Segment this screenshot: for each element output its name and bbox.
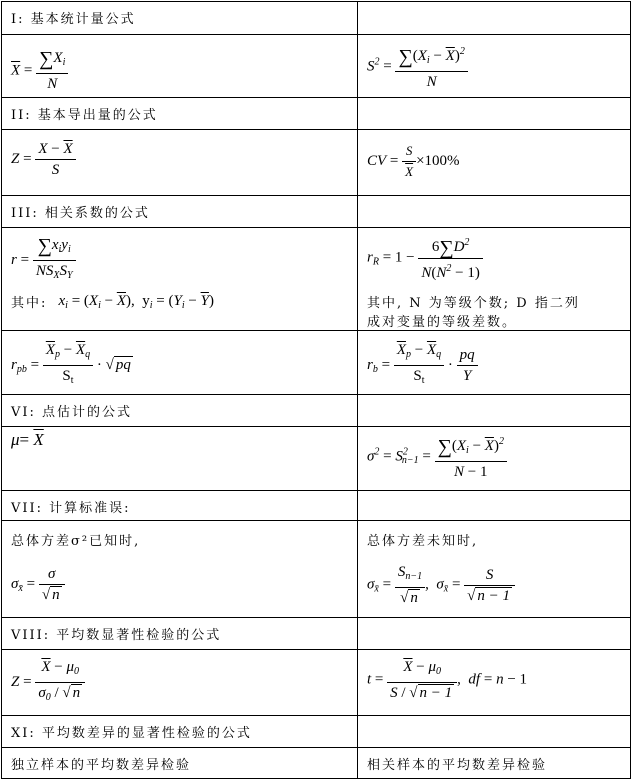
grid-line: [1, 520, 631, 521]
row-correlation: [1, 227, 631, 330]
empty-cell: [357, 617, 631, 649]
row-section-1: [1, 1, 631, 34]
related-samples-label: 相关样本的平均数差异检验: [367, 758, 548, 773]
section-heading-derived: II: 基本导出量的公式: [11, 108, 158, 123]
t-test-formula: t = $\frac{\overline{X} - \mu_0}{S / √ n - 1}$ , df = n − 1: [367, 659, 528, 701]
grid-line: [1, 129, 631, 130]
spearman-formula: $r_R = 1$ − $\frac{6\sum D^2}{N(N^2 - 1)}$ 其中, N 为等级个数; D 指二列 成对变量的等级差数。: [357, 227, 631, 330]
row-section-8: [1, 617, 631, 649]
grid-line: [1, 1, 631, 2]
rank-note-line-1: 其中, N 为等级个数; D 指二列: [367, 296, 580, 311]
grid-line: [1, 747, 631, 748]
grid-line: [1, 1, 2, 779]
section-heading-basic-statistics: I: 基本统计量公式: [11, 12, 136, 27]
variance-formula: $S^2$ = $\frac{\sum(X_i - \overline{X})^2}{N}$: [357, 34, 631, 97]
independent-samples-label: 独立样本的平均数差异检验: [11, 758, 192, 773]
row-section-2: [1, 97, 631, 129]
se-unknown-variance: 总体方差未知时, $\sigma_{x̄}$ = $\frac{S_{n-1}}{√ n}$ , $\sigma_{x̄}$ = $\frac{S}{√ n - 1}$: [357, 520, 631, 617]
row-section-11: [1, 715, 631, 747]
empty-cell: [357, 490, 631, 520]
row-biserial: [1, 330, 631, 394]
empty-cell: [357, 394, 631, 426]
row-mean-variance: [1, 34, 631, 97]
section-heading-mean-difference: XI: 平均数差异的显著性检验的公式: [11, 726, 252, 741]
known-variance-label: 总体方差σ²已知时,: [11, 534, 141, 549]
empty-cell: [357, 195, 631, 227]
formula-table: [1, 1, 631, 779]
grid-line: [1, 394, 631, 395]
row-section-6: [1, 394, 631, 426]
mean-formula: $\overline{X}$ = $\frac{\sum X_i}{N}$: [1, 34, 357, 97]
grid-line: [630, 1, 631, 779]
empty-cell: [357, 715, 631, 747]
unknown-variance-label: 总体方差未知时,: [367, 534, 479, 549]
grid-line: [1, 490, 631, 491]
z-score-formula: Z = $\frac{X - \overline{X}}{S}$: [1, 129, 357, 195]
section-heading-mean-significance: VIII: 平均数显著性检验的公式: [11, 628, 222, 643]
grid-line: [1, 34, 631, 35]
row-section-3: [1, 195, 631, 227]
se-known-variance: 总体方差σ²已知时, $\sigma_{x̄}$ = $\frac{\sigma}{√ n}$: [1, 520, 357, 617]
grid-line: [1, 97, 631, 98]
grid-line: [1, 649, 631, 650]
section-heading-correlation: III: 相关系数的公式: [11, 206, 150, 221]
sigma-estimate-formula: $\sigma^2 = S^2_{n-1}$ = $\frac{\sum(X_i - \overline{X})^2}{N - 1}$: [357, 426, 631, 490]
grid-line: [1, 227, 631, 228]
rank-note-line-2: 成对变量的等级差数。: [367, 315, 518, 330]
empty-cell: [357, 97, 631, 129]
biserial-formula: $r_b$ = $\frac{\overline{X}_p - \overline{X}_q}{S_t}$ · $\frac{pq}{Y}$: [357, 330, 631, 394]
pearson-formula: r = $\frac{\sum x_iy_i}{NS_XS_Y}$ 其中: $x_i = (X_i - \overline{X})$, $y_i = (Y_i - \overline{Y})$: [11, 235, 214, 311]
z-test-formula: Z = $\frac{\overline{X} - \mu_0}{\sigma_0 / √ n}$: [1, 649, 357, 715]
section-heading-standard-error: VII: 计算标准误:: [11, 501, 131, 516]
mu-estimate-formula: $\mu= \overline{X}$: [11, 430, 44, 449]
grid-line: [1, 195, 631, 196]
grid-line: [1, 330, 631, 331]
grid-line: [1, 778, 631, 779]
row-standard-errors: [1, 520, 631, 617]
row-significance-tests: [1, 649, 631, 715]
cv-formula: CV = $\frac{S}{X}$ ×100%: [367, 143, 460, 179]
row-point-estimates: [1, 426, 631, 490]
grid-line: [1, 715, 631, 716]
grid-line: [1, 617, 631, 618]
point-biserial-formula: $r_{pb}$ = $\frac{\overline{X}_p - \overline{X}_q}{S_t}$ · √ pq: [11, 342, 131, 386]
empty-cell: [357, 1, 631, 34]
row-z-cv: [1, 129, 631, 195]
where-label: 其中:: [11, 296, 48, 311]
section-heading-point-estimate: VI: 点估计的公式: [11, 405, 133, 420]
grid-line: [357, 1, 358, 779]
row-sample-types: [1, 747, 631, 779]
grid-line: [1, 426, 631, 427]
row-section-7: [1, 490, 631, 520]
